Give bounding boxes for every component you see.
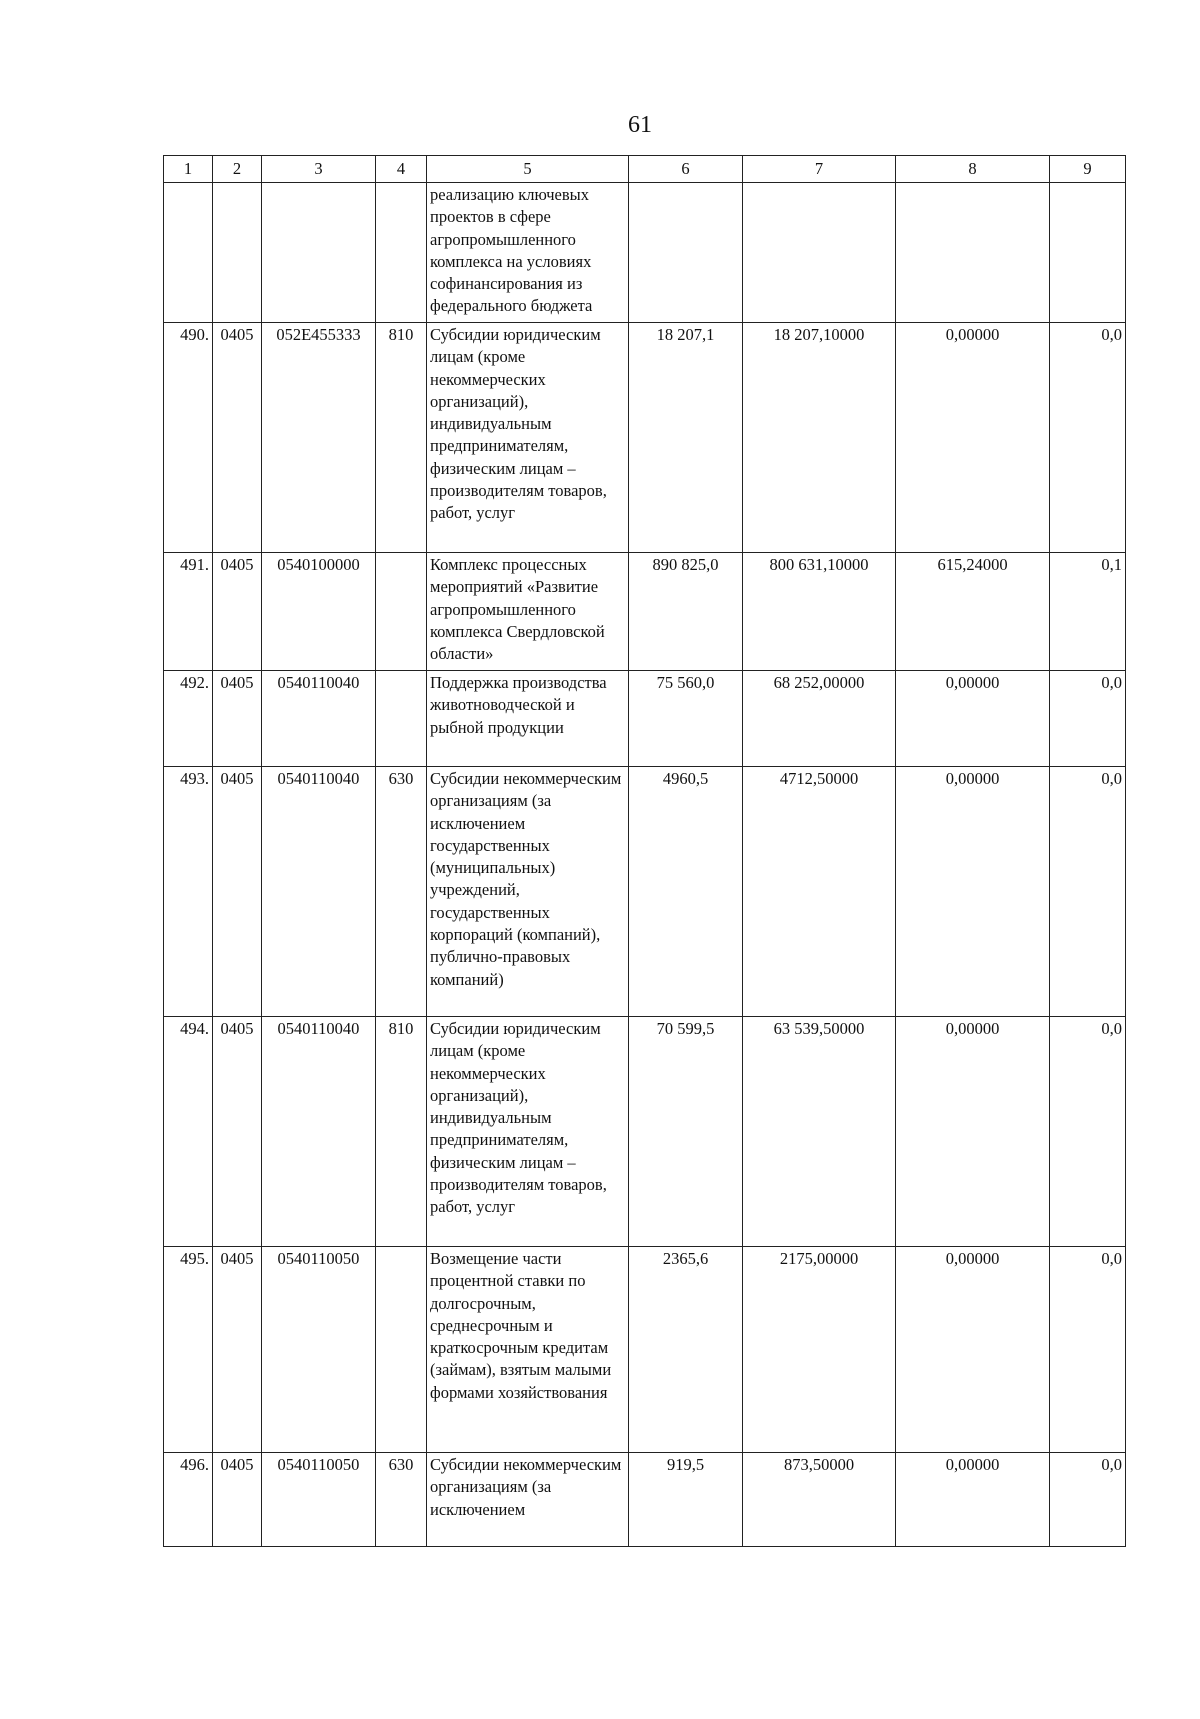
plan-amount: 890 825,0 <box>629 553 743 671</box>
section-code: 0405 <box>213 767 262 1017</box>
row-number: 490. <box>164 323 213 553</box>
item-name: Поддержка производства животноводческой и рыбной продукции <box>427 671 629 767</box>
table-row <box>164 323 1126 553</box>
table-row <box>164 1247 1126 1453</box>
column-header: 4 <box>376 156 427 183</box>
expense-type-code: 810 <box>376 1017 427 1247</box>
share-value: 0,0 <box>1050 671 1126 767</box>
item-name: Комплекс процессных мероприятий «Развитие агропромышленного комплекса Свердловской области» <box>427 553 629 671</box>
expense-type-code <box>376 183 427 323</box>
share-value <box>1050 183 1126 323</box>
share-value: 0,0 <box>1050 1017 1126 1247</box>
target-article-code <box>262 183 376 323</box>
plan-amount: 919,5 <box>629 1453 743 1547</box>
item-name: Субсидии юридическим лицам (кроме некоммерческих организаций), индивидуальным предпринимателям, физическим лицам – производителям товаров, работ, услуг <box>427 323 629 553</box>
executed-amount: 873,50000 <box>743 1453 896 1547</box>
target-article-code: 0540110040 <box>262 671 376 767</box>
table-row <box>164 671 1126 767</box>
column-header: 2 <box>213 156 262 183</box>
percent-value: 0,00000 <box>896 1453 1050 1547</box>
row-number: 496. <box>164 1453 213 1547</box>
share-value: 0,0 <box>1050 1453 1126 1547</box>
percent-value <box>896 183 1050 323</box>
expense-type-code <box>376 1247 427 1453</box>
section-code: 0405 <box>213 1247 262 1453</box>
percent-value: 0,00000 <box>896 1247 1050 1453</box>
executed-amount: 800 631,10000 <box>743 553 896 671</box>
executed-amount: 68 252,00000 <box>743 671 896 767</box>
table-row <box>164 1453 1126 1547</box>
percent-value: 0,00000 <box>896 767 1050 1017</box>
executed-amount: 63 539,50000 <box>743 1017 896 1247</box>
section-code: 0405 <box>213 553 262 671</box>
row-number: 493. <box>164 767 213 1017</box>
row-number: 491. <box>164 553 213 671</box>
row-number: 495. <box>164 1247 213 1453</box>
column-header: 8 <box>896 156 1050 183</box>
plan-amount: 2365,6 <box>629 1247 743 1453</box>
share-value: 0,0 <box>1050 767 1126 1017</box>
target-article-code: 0540100000 <box>262 553 376 671</box>
share-value: 0,0 <box>1050 323 1126 553</box>
table-row <box>164 553 1126 671</box>
item-name: Субсидии некоммерческим организациям (за исключением государственных (муниципальных) учреждений, государственных корпораций (компаний), публично-правовых компаний) <box>427 767 629 1017</box>
percent-value: 0,00000 <box>896 1017 1050 1247</box>
header-row <box>164 156 1126 183</box>
column-header: 7 <box>743 156 896 183</box>
section-code: 0405 <box>213 323 262 553</box>
expense-type-code <box>376 671 427 767</box>
item-name: Возмещение части процентной ставки по долгосрочным, среднесрочным и краткосрочным кредитам (займам), взятым малыми формами хозяйствования <box>427 1247 629 1453</box>
executed-amount: 18 207,10000 <box>743 323 896 553</box>
row-number: 492. <box>164 671 213 767</box>
plan-amount: 70 599,5 <box>629 1017 743 1247</box>
target-article-code: 0540110050 <box>262 1453 376 1547</box>
expense-type-code: 630 <box>376 767 427 1017</box>
share-value: 0,0 <box>1050 1247 1126 1453</box>
table-row <box>164 1017 1126 1247</box>
percent-value: 0,00000 <box>896 323 1050 553</box>
target-article-code: 0540110050 <box>262 1247 376 1453</box>
row-number <box>164 183 213 323</box>
plan-amount: 18 207,1 <box>629 323 743 553</box>
section-code <box>213 183 262 323</box>
item-name: реализацию ключевых проектов в сфере агропромышленного комплекса на условиях софинансирования из федерального бюджета <box>427 183 629 323</box>
share-value: 0,1 <box>1050 553 1126 671</box>
table-row <box>164 183 1126 323</box>
expense-type-code: 630 <box>376 1453 427 1547</box>
expense-type-code: 810 <box>376 323 427 553</box>
plan-amount <box>629 183 743 323</box>
percent-value: 615,24000 <box>896 553 1050 671</box>
plan-amount: 75 560,0 <box>629 671 743 767</box>
executed-amount: 4712,50000 <box>743 767 896 1017</box>
executed-amount <box>743 183 896 323</box>
section-code: 0405 <box>213 1453 262 1547</box>
target-article-code: 052E455333 <box>262 323 376 553</box>
percent-value: 0,00000 <box>896 671 1050 767</box>
plan-amount: 4960,5 <box>629 767 743 1017</box>
expense-type-code <box>376 553 427 671</box>
executed-amount: 2175,00000 <box>743 1247 896 1453</box>
column-header: 9 <box>1050 156 1126 183</box>
target-article-code: 0540110040 <box>262 1017 376 1247</box>
item-name: Субсидии некоммерческим организациям (за исключением <box>427 1453 629 1547</box>
table-row <box>164 767 1126 1017</box>
column-header: 1 <box>164 156 213 183</box>
target-article-code: 0540110040 <box>262 767 376 1017</box>
section-code: 0405 <box>213 1017 262 1247</box>
column-header: 3 <box>262 156 376 183</box>
item-name: Субсидии юридическим лицам (кроме некоммерческих организаций), индивидуальным предпринимателям, физическим лицам – производителям товаров, работ, услуг <box>427 1017 629 1247</box>
section-code: 0405 <box>213 671 262 767</box>
column-header: 6 <box>629 156 743 183</box>
page-number: 61 <box>628 112 652 138</box>
budget-table <box>163 155 1126 1547</box>
row-number: 494. <box>164 1017 213 1247</box>
column-header: 5 <box>427 156 629 183</box>
